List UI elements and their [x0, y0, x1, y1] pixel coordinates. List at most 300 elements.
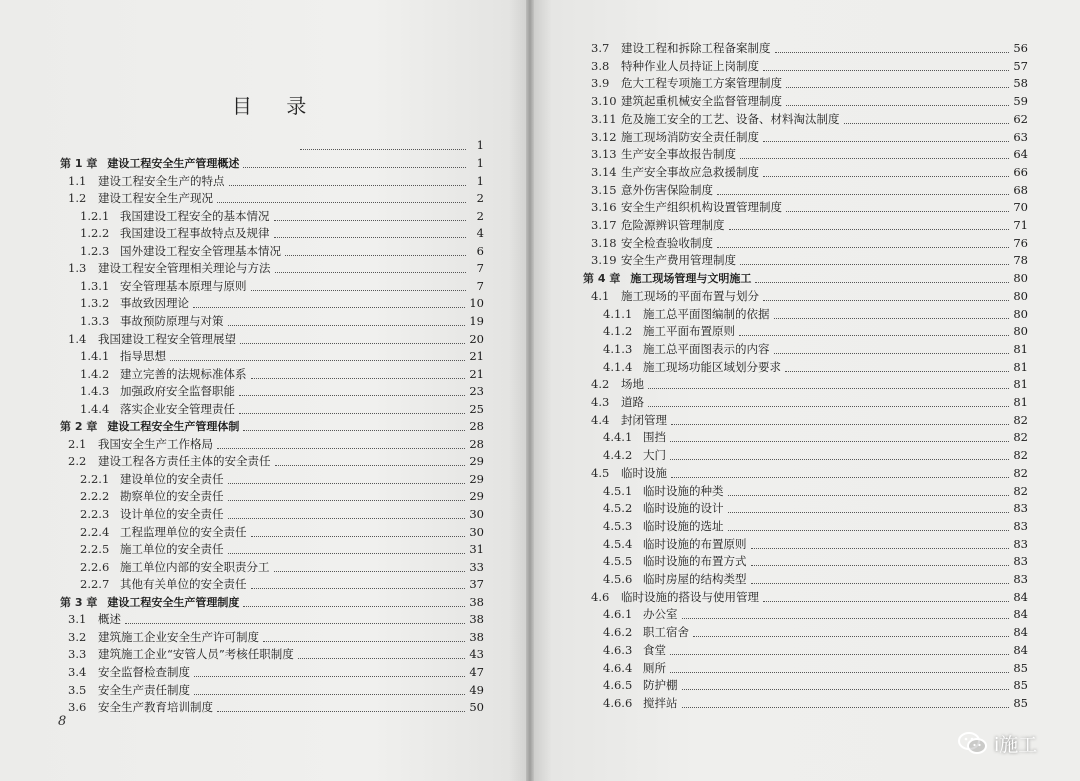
- toc-entry-page: 37: [469, 577, 484, 592]
- toc-entry-page: 81: [1013, 359, 1028, 374]
- toc-entry-number: 4.6.5: [603, 678, 633, 693]
- toc-entry: [80, 295, 484, 312]
- left-page: [0, 0, 530, 781]
- toc-entry-title: 落实企业安全管理责任: [120, 401, 235, 416]
- dot-leader: [774, 317, 1010, 319]
- toc-entry: [60, 418, 484, 435]
- toc-entry-number: 1.3: [68, 261, 87, 276]
- toc-entry: [80, 506, 484, 523]
- toc-entry-number: 4.1.1: [603, 306, 633, 321]
- dot-leader: [274, 570, 466, 572]
- toc-entry-number: 1.4.4: [80, 401, 110, 416]
- dot-leader: [693, 635, 1009, 637]
- toc-entry: [80, 278, 484, 295]
- toc-entry: [603, 624, 1028, 641]
- toc-entry-number: 1.2: [68, 191, 87, 206]
- toc-entry: [68, 664, 484, 681]
- toc-entry: [591, 288, 1028, 305]
- toc-entry-number: 3.10: [591, 94, 617, 109]
- book-spine: [526, 0, 534, 781]
- toc-entry-page: 31: [469, 542, 484, 557]
- toc-entry-title: 施工单位内部的安全职责分工: [120, 559, 270, 574]
- dot-leader: [670, 458, 1009, 460]
- toc-entry-number: 1.3.1: [80, 278, 110, 293]
- toc-entry-number: 2.2.4: [80, 524, 110, 539]
- dot-leader: [251, 587, 466, 589]
- toc-entry: [603, 518, 1028, 535]
- toc-entry: [591, 394, 1028, 411]
- dot-leader: [785, 370, 1009, 372]
- toc-entry-page: 2: [476, 208, 484, 223]
- toc-entry-number: 4.5.2: [603, 501, 633, 516]
- toc-entry-title: 建筑施工企业安全生产许可制度: [98, 629, 259, 644]
- toc-entry-page: 30: [469, 507, 484, 521]
- toc-entry-page: 1: [476, 156, 484, 170]
- toc-entry: [591, 252, 1028, 269]
- toc-entry: [591, 412, 1028, 429]
- toc-entry-number: 4.5.4: [603, 536, 633, 551]
- toc-entry-page: 80: [1013, 288, 1028, 303]
- toc-entry-title: 临时设施的设计: [643, 501, 724, 516]
- toc-entry-number: 1.4: [68, 331, 87, 346]
- toc-entry-number: 3.19: [591, 253, 617, 268]
- dot-leader: [194, 675, 465, 677]
- toc-entry: [591, 40, 1028, 57]
- dot-leader: [217, 201, 466, 203]
- toc-entry-title: 建设工程各方责任主体的安全责任: [98, 454, 271, 469]
- toc-entry-number: 2.2.5: [80, 542, 110, 557]
- toc-entry-title: 其他有关单位的安全责任: [120, 577, 247, 592]
- toc-entry: [80, 559, 484, 576]
- toc-entry: [60, 594, 484, 611]
- toc-entry-page: 7: [476, 261, 484, 276]
- dot-leader: [648, 387, 1009, 389]
- dot-leader: [251, 289, 467, 291]
- toc-entry-number: 1.2.3: [80, 243, 110, 258]
- toc-entry-number: 3.7: [591, 41, 610, 55]
- toc-entry-title: 我国建设工程事故特点及规律: [120, 226, 270, 241]
- dot-leader: [728, 494, 1010, 496]
- toc-entry-title: 指导思想: [120, 349, 166, 364]
- toc-entry-title: 特种作业人员持证上岗制度: [621, 58, 759, 73]
- toc-entry-number: 1.4.2: [80, 366, 110, 381]
- toc-entry-page: 82: [1013, 412, 1028, 427]
- watermark: [958, 730, 1037, 757]
- toc-entry: [583, 270, 1028, 287]
- toc-entry: [68, 629, 484, 646]
- dot-leader: [755, 281, 1009, 283]
- toc-entry-page: 83: [1013, 518, 1028, 533]
- toc-entry-page: 10: [469, 296, 484, 311]
- toc-entry-page: 85: [1013, 695, 1028, 710]
- toc-entry-title: 危及施工安全的工艺、设备、材料淘汰制度: [621, 111, 840, 126]
- toc-preface-line: [60, 137, 484, 154]
- toc-entry-page: 82: [1013, 448, 1028, 463]
- toc-entry: [68, 190, 484, 207]
- toc-entry-number: 3.12: [591, 129, 617, 144]
- toc-entry: [591, 235, 1028, 252]
- toc-entry: [591, 182, 1028, 199]
- toc-entry-page: 84: [1013, 589, 1028, 604]
- toc-entry-number: 3.14: [591, 164, 617, 179]
- toc-entry: [603, 660, 1028, 677]
- toc-entry-page: 49: [469, 682, 484, 697]
- toc-entry-title: 生产安全事故应急救援制度: [621, 164, 759, 179]
- toc-entry-page: 33: [469, 559, 484, 574]
- toc-entry-page: 19: [469, 313, 484, 328]
- toc-entry-page: 30: [469, 524, 484, 539]
- toc-entry-title: 我国安全生产工作格局: [98, 436, 213, 451]
- toc-entry: [591, 465, 1028, 482]
- dot-leader: [170, 359, 465, 361]
- toc-title: 目 录: [232, 94, 321, 118]
- toc-entry-page: 56: [1013, 41, 1028, 55]
- toc-entry-title: 场地: [621, 377, 644, 392]
- toc-entry: [591, 199, 1028, 216]
- toc-entry-number: 2.2.6: [80, 559, 110, 574]
- dot-leader: [228, 482, 466, 484]
- toc-entry: [603, 642, 1028, 659]
- dot-leader: [275, 271, 467, 273]
- toc-entry-page: 43: [469, 647, 484, 662]
- toc-entry-title: 建设工程安全生产现况: [98, 191, 213, 206]
- toc-entry: [603, 323, 1028, 340]
- toc-entry-page: 25: [469, 401, 484, 416]
- toc-entry: [80, 471, 484, 488]
- toc-entry: [80, 383, 484, 400]
- toc-entry-title: 危险源辨识管理制度: [621, 218, 725, 232]
- dot-leader: [239, 394, 465, 396]
- toc-entry-title: 厕所: [643, 660, 666, 675]
- dot-leader: [193, 306, 465, 308]
- toc-entry-title: 大门: [643, 448, 666, 463]
- toc-entry-title: 加强政府安全监督职能: [120, 384, 235, 399]
- toc-entry-number: 4.6.3: [603, 642, 633, 657]
- dot-leader: [228, 499, 466, 501]
- toc-entry-page: 2: [476, 191, 484, 206]
- toc-entry-number: 4.6.1: [603, 607, 633, 622]
- toc-entry-page: 62: [1013, 111, 1028, 126]
- toc-entry: [591, 589, 1028, 606]
- toc-entry: [68, 260, 484, 277]
- dot-leader: [217, 710, 465, 712]
- dot-leader: [751, 564, 1010, 566]
- toc-entry: [80, 488, 484, 505]
- dot-leader: [274, 236, 467, 238]
- toc-entry-title: 安全检查验收制度: [621, 235, 713, 250]
- toc-entry-title: 建设单位的安全责任: [120, 471, 224, 486]
- dot-leader: [728, 529, 1010, 531]
- dot-leader: [274, 219, 467, 221]
- toc-entry-title: 防护棚: [643, 678, 678, 693]
- toc-entry-number: 4.4: [591, 412, 610, 427]
- dot-leader: [251, 377, 466, 379]
- dot-leader: [670, 653, 1009, 655]
- toc-entry-title: 意外伤害保险制度: [621, 182, 713, 197]
- toc-entry-title: 生产安全事故报告制度: [621, 147, 736, 162]
- toc-entry-page: 29: [469, 454, 484, 469]
- page-folio: 8: [58, 714, 67, 729]
- toc-entry-title: 临时房屋的结构类型: [643, 572, 747, 586]
- toc-entry-number: 4.4.1: [603, 430, 633, 445]
- toc-entry-number: 第 1 章: [60, 157, 98, 170]
- toc-entry-page: 28: [469, 419, 484, 434]
- dot-leader: [844, 122, 1010, 124]
- toc-entry-page: 58: [1013, 76, 1028, 91]
- toc-entry-page: 83: [1013, 501, 1028, 516]
- toc-entry: [80, 225, 484, 242]
- toc-entry-page: 6: [476, 243, 484, 258]
- toc-entry-page: 68: [1013, 182, 1028, 197]
- toc-entry: [68, 646, 484, 663]
- toc-entry-page: 57: [1013, 58, 1028, 73]
- dot-leader: [763, 140, 1009, 142]
- toc-entry-title: 工程监理单位的安全责任: [120, 524, 247, 539]
- toc-entry-title: 围挡: [643, 430, 666, 445]
- toc-entry-page: 78: [1013, 253, 1028, 268]
- toc-entry: [80, 348, 484, 365]
- toc-entry: [80, 541, 484, 558]
- toc-entry-page: 82: [1013, 465, 1028, 480]
- wechat-icon: [958, 731, 988, 757]
- toc-entry-number: 1.4.3: [80, 384, 110, 399]
- toc-entry: [80, 313, 484, 330]
- toc-entry-title: 施工总平面图编制的依据: [643, 306, 770, 321]
- toc-entry-page: 82: [1013, 430, 1028, 445]
- dot-leader: [670, 440, 1009, 442]
- toc-entry-page: 85: [1013, 660, 1028, 675]
- toc-entry: [591, 376, 1028, 393]
- toc-entry-title: 建设工程安全生产管理概述: [107, 157, 240, 170]
- dot-leader: [670, 671, 1009, 673]
- toc-entry-title: 施工现场管理与文明施工: [630, 272, 752, 286]
- dot-leader: [740, 157, 1009, 159]
- toc-entry-number: 第 3 章: [60, 595, 98, 609]
- toc-entry-page: 71: [1013, 218, 1028, 232]
- toc-entry-title: 施工现场功能区域划分要求: [643, 359, 781, 374]
- toc-entry-number: 4.6.2: [603, 625, 633, 640]
- toc-entry-number: 3.16: [591, 200, 617, 215]
- toc-entry: [591, 111, 1028, 128]
- toc-entry-title: 事故致因理论: [120, 296, 189, 311]
- toc-entry: [591, 58, 1028, 75]
- toc-entry-page: 70: [1013, 200, 1028, 215]
- toc-entry: [68, 453, 484, 470]
- toc-entry-page: 84: [1013, 625, 1028, 640]
- toc-entry-page: 83: [1013, 536, 1028, 551]
- toc-entry-number: 4.5.6: [603, 572, 633, 586]
- toc-entry: [68, 331, 484, 348]
- toc-entry-title: 建设工程和拆除工程备案制度: [621, 41, 771, 55]
- toc-entry-page: 50: [469, 700, 484, 715]
- toc-entry-page: 23: [469, 384, 484, 399]
- toc-entry: [68, 699, 484, 716]
- dot-leader: [740, 263, 1009, 265]
- dot-leader: [775, 51, 1010, 53]
- toc-entry-title: 施工现场的平面布置与划分: [621, 288, 759, 303]
- toc-entry-title: 危大工程专项施工方案管理制度: [621, 76, 782, 91]
- toc-entry-title: 建筑起重机械安全监督管理制度: [621, 94, 782, 109]
- toc-entry-number: 3.2: [68, 629, 87, 644]
- toc-entry-title: 临时设施的搭设与使用管理: [621, 589, 759, 604]
- dot-leader: [648, 405, 1009, 407]
- dot-leader: [285, 254, 466, 256]
- toc-entry: [591, 129, 1028, 146]
- toc-entry: [68, 173, 484, 190]
- toc-entry: [603, 359, 1028, 376]
- toc-entry-number: 3.13: [591, 147, 617, 162]
- toc-entry-title: 职工宿舍: [643, 625, 689, 640]
- toc-entry-number: 1.2.2: [80, 226, 110, 241]
- toc-entry-number: 3.11: [591, 111, 617, 126]
- toc-entry: [603, 429, 1028, 446]
- toc-entry-number: 1.3.3: [80, 313, 110, 328]
- toc-entry-number: 3.1: [68, 612, 87, 627]
- toc-entry-page: 66: [1013, 164, 1028, 179]
- toc-entry: [80, 524, 484, 541]
- toc-entry-page: 64: [1013, 147, 1028, 162]
- toc-entry-page: 81: [1013, 377, 1028, 392]
- toc-entry-page: 59: [1013, 94, 1028, 109]
- toc-entry-page: 1: [476, 173, 484, 188]
- dot-leader: [729, 228, 1010, 230]
- toc-entry-number: 4.2: [591, 377, 610, 392]
- toc-entry-title: 临时设施: [621, 465, 667, 480]
- dot-leader: [217, 447, 465, 449]
- toc-entry: [68, 436, 484, 453]
- toc-entry-number: 4.5: [591, 465, 610, 480]
- toc-entry: [80, 576, 484, 593]
- toc-entry-page: 81: [1013, 395, 1028, 409]
- toc-entry: [68, 611, 484, 628]
- dot-leader: [786, 104, 1009, 106]
- toc-entry: [591, 75, 1028, 92]
- toc-entry-number: 2.2.7: [80, 577, 110, 592]
- dot-leader: [774, 352, 1010, 354]
- toc-entry-number: 2.1: [68, 436, 87, 451]
- toc-entry-page: 38: [469, 629, 484, 644]
- toc-entry-title: 建设工程安全生产的特点: [98, 173, 225, 188]
- dot-leader: [239, 412, 465, 414]
- toc-entry-number: 3.17: [591, 218, 617, 232]
- dot-leader: [275, 464, 466, 466]
- toc-entry-title: 临时设施的种类: [643, 483, 724, 498]
- dot-leader: [300, 148, 466, 150]
- dot-leader: [728, 511, 1010, 513]
- toc-entry-number: 3.18: [591, 235, 617, 250]
- toc-entry-page: 47: [469, 664, 484, 679]
- toc-entry-title: 食堂: [643, 642, 666, 657]
- toc-entry-title: 临时设施的布置方式: [643, 554, 747, 569]
- toc-entry-page: 82: [1013, 483, 1028, 498]
- dot-leader: [298, 657, 466, 659]
- toc-entry-title: 临时设施的布置原则: [643, 536, 747, 551]
- toc-entry: [591, 217, 1028, 234]
- toc-entry-number: 4.1.3: [603, 341, 633, 356]
- toc-entry-number: 3.5: [68, 682, 87, 697]
- toc-entry-page: 38: [469, 594, 484, 609]
- toc-entry-title: 施工总平面图表示的内容: [643, 341, 770, 356]
- dot-leader: [243, 605, 465, 607]
- toc-entry-number: 3.9: [591, 76, 610, 91]
- toc-entry: [603, 341, 1028, 358]
- toc-entry-page: 84: [1013, 642, 1028, 657]
- dot-leader: [763, 69, 1009, 71]
- dot-leader: [125, 622, 465, 624]
- toc-entry-title: 施工平面布置原则: [643, 324, 735, 339]
- toc-entry-title: 安全生产组织机构设置管理制度: [621, 200, 782, 215]
- toc-entry-number: 第 4 章: [583, 272, 621, 286]
- toc-entry-page: 28: [469, 436, 484, 451]
- toc-entry: [80, 243, 484, 260]
- dot-leader: [751, 547, 1010, 549]
- toc-entry-number: 1.1: [68, 173, 87, 188]
- toc-entry: [80, 401, 484, 418]
- toc-entry-number: 4.1: [591, 288, 610, 303]
- toc-entry-page: 84: [1013, 607, 1028, 622]
- toc-entry-title: 办公室: [643, 607, 678, 622]
- toc-entry-title: 建立完善的法规标准体系: [120, 366, 247, 381]
- dot-leader: [717, 246, 1009, 248]
- toc-entry-page: 80: [1013, 271, 1028, 286]
- toc-entry-number: 1.3.2: [80, 296, 110, 311]
- dot-leader: [682, 617, 1010, 619]
- dot-leader: [251, 535, 466, 537]
- toc-entry-page: 4: [476, 226, 484, 241]
- dot-leader: [786, 210, 1009, 212]
- toc-entry-page: 21: [469, 366, 484, 381]
- toc-entry-number: 3.15: [591, 182, 617, 197]
- toc-entry-page: 83: [1013, 554, 1028, 569]
- toc-entry-title: 封闭管理: [621, 412, 667, 427]
- toc-entry-title: 建设工程安全生产管理体制: [107, 420, 240, 434]
- toc-entry-number: 3.8: [591, 58, 610, 73]
- toc-entry-number: 4.6.6: [603, 695, 633, 710]
- toc-entry-page: 83: [1013, 572, 1028, 586]
- dot-leader: [263, 640, 465, 642]
- toc-entry-number: 4.1.2: [603, 324, 633, 339]
- watermark-text: i施工: [994, 734, 1038, 756]
- right-page: [530, 0, 1080, 781]
- toc-entry-page: 76: [1013, 235, 1028, 250]
- toc-entry-page: 63: [1013, 129, 1028, 144]
- toc-entry: [603, 536, 1028, 553]
- toc-entry: [603, 695, 1028, 712]
- toc-entry: [68, 682, 484, 699]
- toc-entry-page: 20: [469, 331, 484, 346]
- dot-leader: [763, 175, 1009, 177]
- toc-entry-number: 1.2.1: [80, 208, 110, 223]
- toc-entry-number: 2.2: [68, 454, 87, 469]
- toc-entry-page: 1: [476, 138, 484, 153]
- toc-entry-title: 临时设施的选址: [643, 518, 724, 533]
- toc-entry-number: 4.5.3: [603, 518, 633, 533]
- toc-entry: [60, 155, 484, 172]
- toc-entry: [591, 93, 1028, 110]
- toc-entry-title: 道路: [621, 395, 644, 409]
- toc-entry-title: 我国建设工程安全管理展望: [98, 331, 236, 346]
- dot-leader: [240, 342, 465, 344]
- toc-entry-number: 4.5.1: [603, 483, 633, 498]
- dot-leader: [671, 476, 1009, 478]
- toc-entry-page: 81: [1013, 341, 1028, 356]
- toc-entry-number: 4.6.4: [603, 660, 633, 675]
- toc-entry-page: 38: [469, 612, 484, 627]
- toc-entry: [603, 500, 1028, 517]
- dot-leader: [228, 324, 466, 326]
- dot-leader: [243, 166, 466, 168]
- dot-leader: [682, 706, 1010, 708]
